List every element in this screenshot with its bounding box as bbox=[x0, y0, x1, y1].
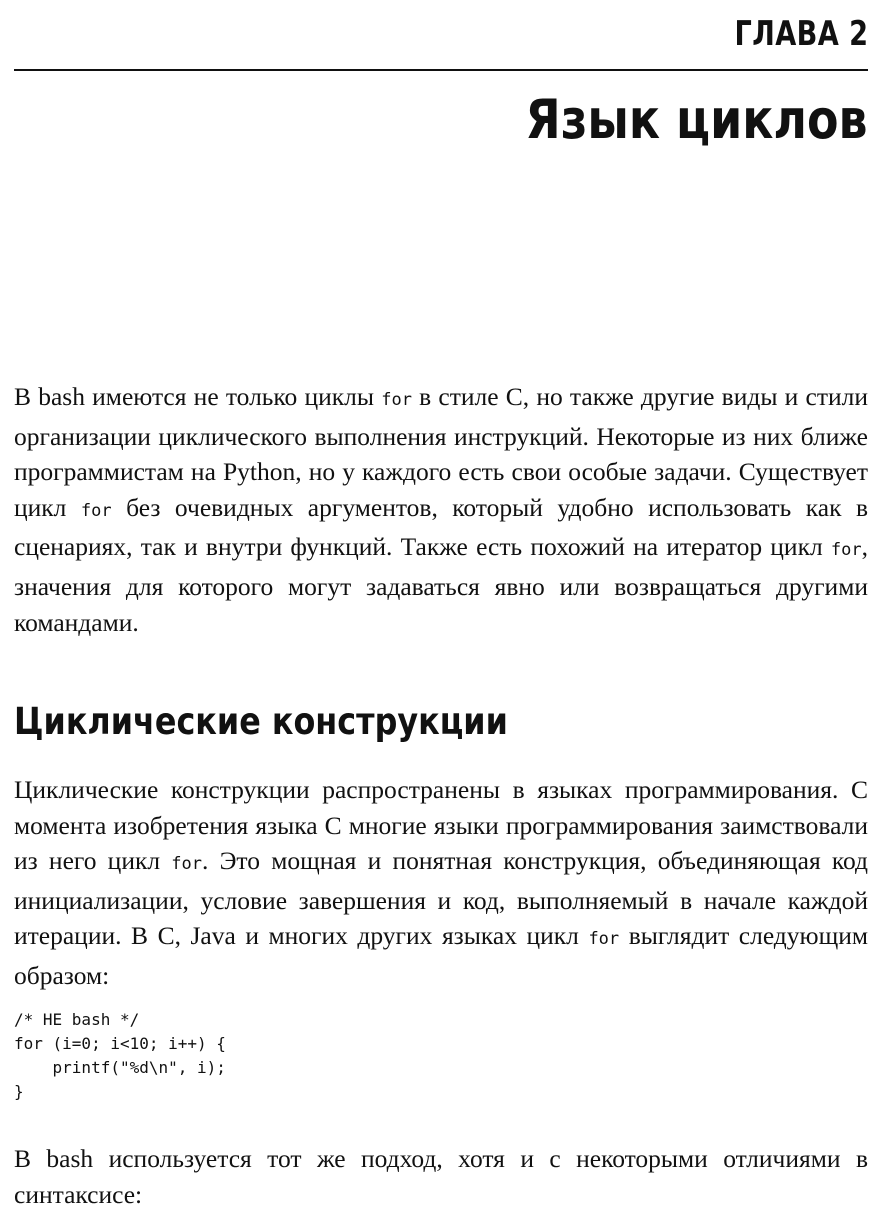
section-text: Циклические конструкции распространены в языках программирования. С момента изобретения языка C многие языки программирования заимствовали из него цикл bbox=[14, 775, 868, 876]
chapter-title: Язык циклов bbox=[525, 88, 868, 151]
inline-code: for bbox=[588, 929, 620, 950]
section-text: выглядит следующим образом: bbox=[14, 921, 868, 990]
chapter-label: ГЛАВА 2 bbox=[734, 14, 868, 54]
section-heading: Циклические конструкции bbox=[14, 700, 508, 743]
closing-paragraph: В bash используется тот же подход, хотя и с некоторыми отличиями в синтаксисе: bbox=[14, 1144, 868, 1209]
section-text: . Это мощная и понятная конструкция, объединяющая код инициализации, условие завершения и код, выполняемый в начале каждой итерации. В C, Java и многих других языках цикл bbox=[14, 846, 868, 951]
inline-code: for bbox=[171, 854, 203, 875]
inline-code: for bbox=[830, 540, 862, 561]
code-block: /* НЕ bash */ for (i=0; i<10; i++) { printf("%d\n", i); } bbox=[14, 1010, 226, 1101]
inline-code: for bbox=[381, 390, 412, 410]
intro-text: , значения для которого могут задаваться явно или возвращаться другими командами. bbox=[14, 532, 868, 637]
section-paragraph bbox=[14, 772, 868, 994]
header-rule bbox=[14, 69, 868, 71]
intro-text: без очевидных аргументов, который удобно использовать как в сценариях, так и внутри функций. Также есть похожий на итератор цикл bbox=[14, 492, 868, 562]
intro-paragraph bbox=[14, 379, 868, 640]
inline-code: for bbox=[80, 500, 112, 521]
intro-text: в стиле C, но также другие виды и стили организации циклического выполнения инструкций. Некоторые из них ближе программистам на Python, но у каждого есть свои особые задачи. Существует цикл bbox=[14, 382, 868, 522]
intro-text: В bash имеются не только циклы bbox=[14, 382, 382, 411]
